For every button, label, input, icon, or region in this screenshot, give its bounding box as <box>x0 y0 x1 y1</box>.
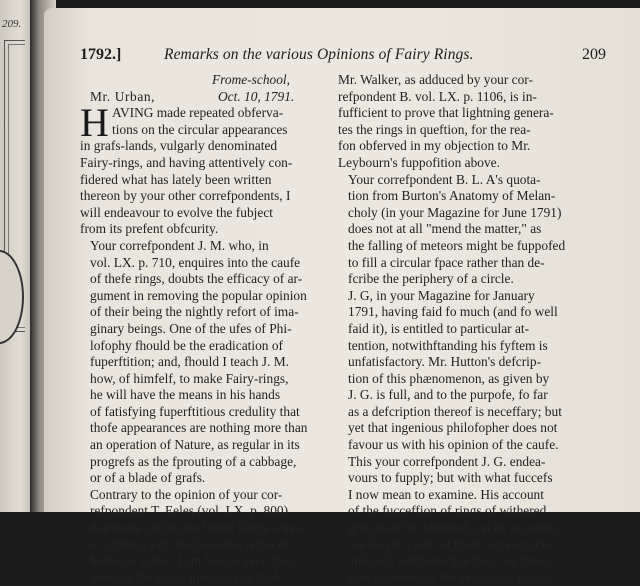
text-line: of the fucceffion of rings of withered <box>348 503 547 519</box>
text-line: ginary beings. One of the ufes of Phi- <box>90 320 292 336</box>
text-line: tes the rings in queftion, for the rea- <box>338 121 531 137</box>
text-line: Your correfpondent J. M. who, in <box>90 237 269 253</box>
text-line: he will have the means in his hands <box>90 387 281 403</box>
text-line: faid it), is entitled to particular at- <box>348 320 530 336</box>
paragraph-burton <box>338 172 610 288</box>
paragraph-j-m <box>80 238 326 487</box>
text-line: from its prefent obfcurity. <box>80 221 219 237</box>
text-line: fufficient to prove that lightning genera- <box>338 105 554 121</box>
text-line: vours to fupply; but with what fuccefs <box>348 470 553 486</box>
text-line: refpondent T. Eeles (vol. LX. p. 800), <box>90 503 292 519</box>
text-line: gument in removing the popular opinion <box>90 287 307 303</box>
text-line: or of a blade of grafs. <box>90 470 206 486</box>
text-line: thofe appearances are nothing more than <box>90 420 308 436</box>
text-line: J. G. is full, and to the purpofe, fo far <box>348 387 548 403</box>
text-line: AVING made repeated obferva- <box>112 105 284 121</box>
facing-page-number: 209. <box>2 18 22 30</box>
text-line: refpondent B. vol. LX. p. 1106, is in- <box>338 88 537 104</box>
text-line: Leybourn's fuppofition above. <box>338 154 500 170</box>
text-line: Contrary to the opinion of your cor- <box>90 486 283 502</box>
text-line: does not at all "mend the matter," as <box>348 221 542 237</box>
text-line: will endeavour to evolve the fubject <box>80 204 273 220</box>
text-line: thereon by your other correfpondents, I <box>80 188 291 204</box>
paragraph-eeles <box>80 487 326 586</box>
facing-page-edge <box>0 0 34 512</box>
drop-cap: H <box>80 100 109 146</box>
header-year: 1792.] <box>80 46 122 63</box>
text-line: and only intimates that they are fome- <box>348 553 552 569</box>
text-line: tion from Burton's Anatomy of Melan- <box>348 188 556 204</box>
magazine-page <box>44 8 640 585</box>
page-number: 209 <box>582 46 606 63</box>
running-header <box>80 46 620 66</box>
text-line: grafs may be admitted; yet he accounts <box>348 520 557 536</box>
text-line: or rubbing-poft has been the refort of <box>90 536 290 552</box>
paragraph-j-g <box>338 288 610 586</box>
text-line: fon obferved in my objection to Mr. <box>338 138 531 154</box>
text-line: yet that ingenious philofopher does not <box>348 420 558 436</box>
text-line: of thefe rings, doubts the efficacy of ar- <box>90 271 303 287</box>
text-line: the falling of meteors might be fuppofed <box>348 237 566 253</box>
letter-date: Oct. 10, 1791. <box>218 89 295 104</box>
text-line: progrefs as the fprouting of a cabbage, <box>90 453 297 469</box>
text-line: amoung the many hundreds of thofe <box>90 569 284 585</box>
text-line: to fill a circular fpace rather than de- <box>348 254 545 270</box>
header-title: Remarks on the various Opinions of Fairy Rings. <box>164 46 474 63</box>
text-line: fcribe the periphery of a circle. <box>348 271 514 287</box>
text-line: Your correfpondent B. L. A's quota- <box>348 171 541 187</box>
text-line: lofophy fhould be the eradication of <box>90 337 283 353</box>
opening-paragraph <box>80 100 326 238</box>
text-line: J. G, in your Magazine for January <box>348 287 535 303</box>
text-line: This your correfpondent J. G. endea- <box>348 453 546 469</box>
text-line: unfatisfactory. Mr. Hutton's defcrip- <box>348 354 542 370</box>
text-line: vol. LX. p. 710, enquires into the caufe <box>90 254 301 270</box>
letter-dateline <box>80 72 326 105</box>
text-line: fidered what has lately been written <box>80 171 272 187</box>
text-line: tions on the circular appearances <box>112 121 288 137</box>
text-line: 1791, having faid fo much (and fo well <box>348 304 558 320</box>
text-line: Mr. Walker, as adduced by your cor- <box>338 72 533 87</box>
text-line: of their being the nightly refort of ima- <box>90 304 299 320</box>
text-line: in grafs-lands, vulgarly denominated <box>80 138 278 154</box>
text-line: choly (in your Magazine for June 1791) <box>348 204 562 220</box>
text-line: fuperftition; and, fhould I teach J. M. <box>90 354 289 370</box>
text-line: Fairy-rings, and having attentively con- <box>80 154 293 170</box>
text-line: I now mean to examine. His account <box>348 486 544 502</box>
text-line: tion of this phænomenon, as given by <box>348 370 550 386</box>
left-column <box>80 72 326 586</box>
text-line: of fatisfying fuperftitious credulity that <box>90 403 300 419</box>
right-column <box>338 72 610 586</box>
letter-place: Frome-school, <box>212 72 290 87</box>
text-line: how, of himfelf, to make Fairy-rings, <box>90 370 289 386</box>
text-line: not for the caufe of thefe barren tracks, <box>348 536 557 552</box>
text-line: that thofe circles are found where a tree <box>90 520 303 536</box>
text-line: horfes or cattle, I am free to aver, that, <box>90 553 296 569</box>
salutation: Mr. Urban, <box>90 89 156 104</box>
paragraph-walker <box>338 72 610 172</box>
text-line: how deprived of the vegetative princi- <box>348 569 553 585</box>
text-line: favour us with his opinion of the caufe. <box>348 437 559 453</box>
text-line: as a defcription thereof is neceffary; but <box>348 403 562 419</box>
text-line: an operation of Nature, as regular in its <box>90 437 300 453</box>
text-line: tention, notwithftanding his fyftem is <box>348 337 548 353</box>
